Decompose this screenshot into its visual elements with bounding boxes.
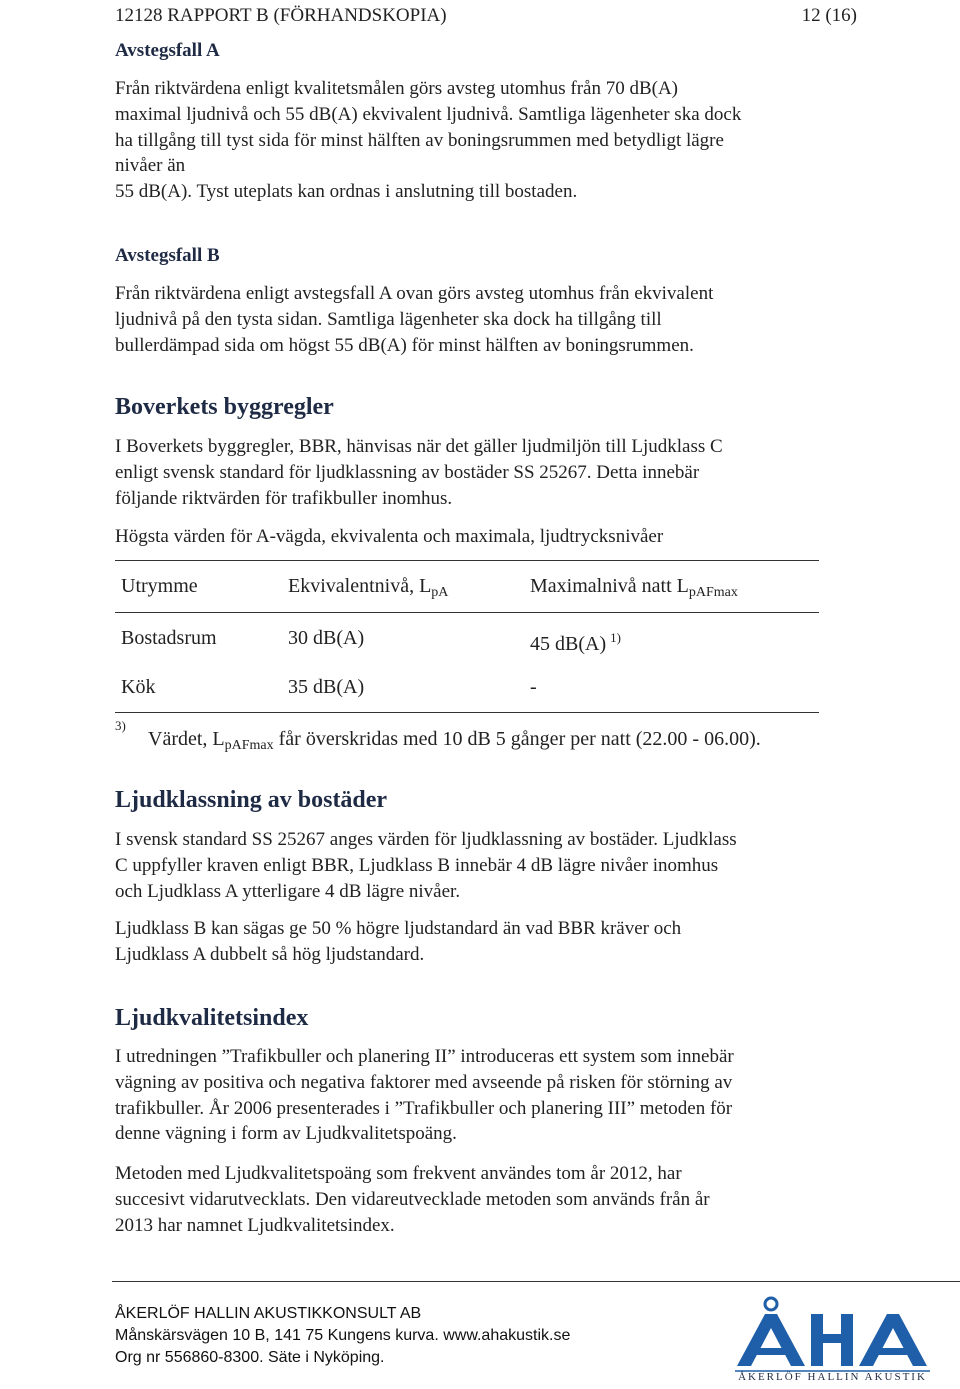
footnote-sub: pAFmax bbox=[224, 738, 274, 753]
text-line: C uppfyller kraven enligt BBR, Ljudklass B innebär 4 dB lägre nivåer inomhus bbox=[115, 854, 719, 876]
footnote-mark: 3) bbox=[115, 718, 126, 733]
paragraph-ljudklassning-1 bbox=[115, 827, 865, 904]
logo-a1-bar bbox=[757, 1348, 785, 1355]
text-line: Från riktvärdena enligt avstegsfall A ovan görs avsteg utomhus från ekvivalent bbox=[115, 283, 714, 304]
text-line: och Ljudklass A ytterligare 4 dB lägre nivåer. bbox=[115, 880, 461, 902]
row-bostadsrum-room: Bostadsrum bbox=[121, 627, 217, 649]
header-room: Utrymme bbox=[121, 575, 198, 597]
text-line: bullerdämpad sida om högst 55 dB(A) för minst hälften av boningsrummen. bbox=[115, 334, 694, 356]
header-equivalent bbox=[288, 572, 448, 607]
page-header bbox=[115, 4, 857, 28]
text-line: Metoden med Ljudkvalitetspoäng som frekvent användes tom år 2012, har bbox=[115, 1163, 682, 1184]
text-line: 55 dB(A). Tyst uteplats kan ordnas i anslutning till bostaden. bbox=[115, 181, 578, 203]
text-line: nivåer än bbox=[115, 155, 186, 177]
logo-letter-a2 bbox=[859, 1314, 927, 1366]
paragraph-ljudkvalitet-1 bbox=[115, 1044, 865, 1147]
heading-ljudkvalitetsindex: Ljudkvalitetsindex bbox=[115, 1005, 309, 1031]
text-line: denne vägning i form av Ljudkvalitetspoäng. bbox=[115, 1123, 457, 1145]
logo-a2-bar bbox=[879, 1348, 907, 1355]
row-kok-eq: 35 dB(A) bbox=[288, 676, 365, 698]
footnote-post: får överskridas med 10 dB 5 gånger per natt (22.00 - 06.00). bbox=[273, 728, 761, 750]
footnote-pre: Värdet, L bbox=[148, 728, 225, 750]
row-bostadsrum-max-value: 45 dB(A) bbox=[530, 633, 607, 655]
paragraph-ljudklassning-2 bbox=[115, 916, 865, 968]
row-kok-max: - bbox=[530, 676, 537, 698]
page-number: 12 (16) bbox=[801, 5, 857, 26]
text-line: maximal ljudnivå och 55 dB(A) ekvivalent ljudnivå. Samtliga lägenheter ska dock bbox=[115, 103, 742, 125]
text-line: succesivt vidarutvecklats. Den vidareutvecklade metoden som används från år bbox=[115, 1188, 710, 1210]
subheading-avstegsfall-a: Avstegsfall A bbox=[115, 40, 220, 61]
text-line: ljudnivå på den tysta sidan. Samtliga lägenheter ska dock ha tillgång till bbox=[115, 308, 662, 330]
header-maximum bbox=[530, 572, 738, 607]
report-title: 12128 RAPPORT B (FÖRHANDSKOPIA) bbox=[115, 5, 447, 26]
paragraph-avstegsfall-b bbox=[115, 281, 865, 358]
text-line: Ljudklass A dubbelt så hög ljudstandard. bbox=[115, 943, 425, 965]
footer-address: Månskärsvägen 10 B, 141 75 Kungens kurva. www.ahakustik.se bbox=[115, 1327, 571, 1344]
paragraph-boverket bbox=[115, 434, 865, 511]
text-line: följande riktvärden för trafikbuller inomhus. bbox=[115, 487, 453, 509]
logo-letter-a1 bbox=[737, 1314, 805, 1366]
logo-ring bbox=[765, 1298, 777, 1310]
footer-org: Org nr 556860-8300. Säte i Nyköping. bbox=[115, 1349, 385, 1366]
table-bottom-rule bbox=[115, 712, 819, 713]
text-line: I utredningen ”Trafikbuller och planering II” introduceras ett system som innebär bbox=[115, 1046, 734, 1067]
text-line: Ljudklass B kan sägas ge 50 % högre ljudstandard än vad BBR kräver och bbox=[115, 918, 682, 939]
text-line: trafikbuller. År 2006 presenterades i ”Trafikbuller och planering III” metoden för bbox=[115, 1097, 733, 1119]
text-line: I Boverkets byggregler, BBR, hänvisas när det gäller ljudmiljön till Ljudklass C bbox=[115, 436, 723, 457]
row-bostadsrum-eq: 30 dB(A) bbox=[288, 627, 365, 649]
header-equivalent-sub: pA bbox=[431, 585, 449, 600]
footer-company: ÅKERLÖF HALLIN AKUSTIKKONSULT AB bbox=[115, 1305, 422, 1322]
text-line: I svensk standard SS 25267 anges värden för ljudklassning av bostäder. Ljudklass bbox=[115, 829, 737, 850]
row-kok-room: Kök bbox=[121, 676, 156, 698]
footer-rule bbox=[112, 1281, 960, 1282]
heading-ljudklassning: Ljudklassning av bostäder bbox=[115, 787, 388, 813]
header-maximum-sub: pAFmax bbox=[688, 585, 738, 600]
heading-boverkets-byggregler: Boverkets byggregler bbox=[115, 394, 334, 420]
row-bostadsrum-max-note: 1) bbox=[610, 630, 621, 645]
paragraph-avstegsfall-a bbox=[115, 76, 865, 205]
paragraph-ljudkvalitet-2 bbox=[115, 1161, 865, 1238]
table-header-rule bbox=[115, 612, 819, 613]
footnote-text bbox=[148, 726, 761, 759]
text-line: Från riktvärdena enligt kvalitetsmålen görs avsteg utomhus från 70 dB(A) bbox=[115, 78, 679, 99]
text-line: vägning av positiva och negativa faktorer med avseende på risken för störning av bbox=[115, 1071, 733, 1093]
page-footer bbox=[115, 1303, 570, 1369]
logo-wordmark: ÅKERLÖF HALLIN AKUSTIK bbox=[738, 1371, 927, 1383]
text-line: ha tillgång till tyst sida för minst hälften av boningsrummen med betydligt lägre bbox=[115, 129, 724, 151]
logo-letter-h-bar bbox=[821, 1334, 843, 1343]
text-line: enligt svensk standard för ljudklassning av bostäder SS 25267. Detta innebär bbox=[115, 461, 700, 483]
table-top-rule bbox=[115, 560, 819, 561]
noise-levels-table bbox=[115, 558, 819, 714]
row-bostadsrum-max bbox=[530, 624, 621, 658]
text-line: 2013 har namnet Ljudkvalitetsindex. bbox=[115, 1214, 395, 1236]
subheading-avstegsfall-b: Avstegsfall B bbox=[115, 245, 220, 266]
header-maximum-text: Maximalnivå natt L bbox=[530, 575, 689, 597]
header-equivalent-text: Ekvivalentnivå, L bbox=[288, 575, 432, 597]
table-caption: Högsta värden för A-vägda, ekvivalenta och maximala, ljudtrycksnivåer bbox=[115, 526, 664, 547]
